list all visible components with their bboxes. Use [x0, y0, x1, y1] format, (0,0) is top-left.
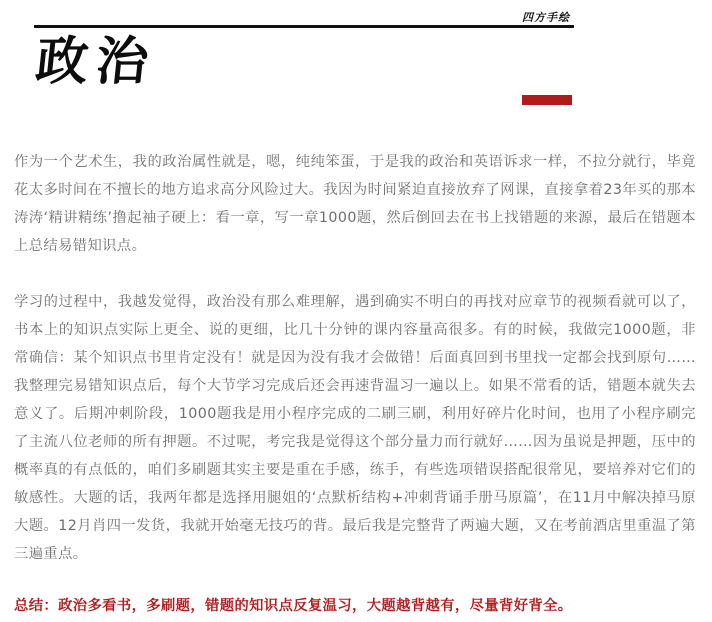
summary-text: 总结：政治多看书，多刷题，错题的知识点反复温习，大题越背越有，尽量背好背全。	[14, 598, 573, 614]
paragraph-study-process: 学习的过程中，我越发觉得，政治没有那么难理解，遇到确实不明白的再找对应章节的视频看就可以了，书本上的知识点实际上更全、说的更细，比几十分钟的课内容量高很多。有的时候，我做完1000题，非常确信：某个知识点书里肯定没有！就是因为没有我才会做错！后面真回到书里找一定都会找到原句……我整理完易错知识点后，每个大节学习完成后还会再速背温习一遍以上。如果不常看的话，错题本就失去意义了。后期冲刺阶段，1000题我是用小程序完成的二刷三刷，利用好碎片化时间，也用了小程序刷完了主流八位老师的所有押题。不过呢，考完我是觉得这个部分量力而行就好……因为虽说是押题，压中的概率真的有点低的，咱们多刷题其实主要是重在手感，练手，有些选项错误搭配很常见，要培养对它们的敏感性。大题的话，我两年都是选择用腿姐的‘点默析结构+冲刺背诵手册马原篇’，在11月中解决掉马原大题。12月肖四一发货，我就开始毫无技巧的背。最后我是完整背了两遍大题，又在考前酒店里重温了第三遍重点。	[14, 294, 696, 562]
paragraph-intro: 作为一个艺术生，我的政治属性就是，嗯，纯纯笨蛋，于是我的政治和英语诉求一样，不拉分就行，毕竟花太多时间在不擅长的地方追求高分风险过大。我因为时间紧迫直接放弃了网课，直接拿着23年买的那本涛涛‘精讲精练’撸起袖子硬上：看一章，写一章1000题，然后倒回去在书上找错题的来源，最后在错题本上总结易错知识点。	[14, 154, 696, 254]
accent-bar	[522, 95, 572, 105]
brand-logo-text: 四方手绘	[522, 11, 570, 24]
article-body	[14, 148, 696, 620]
top-rule	[34, 25, 574, 28]
section-title: 政治	[32, 31, 160, 92]
